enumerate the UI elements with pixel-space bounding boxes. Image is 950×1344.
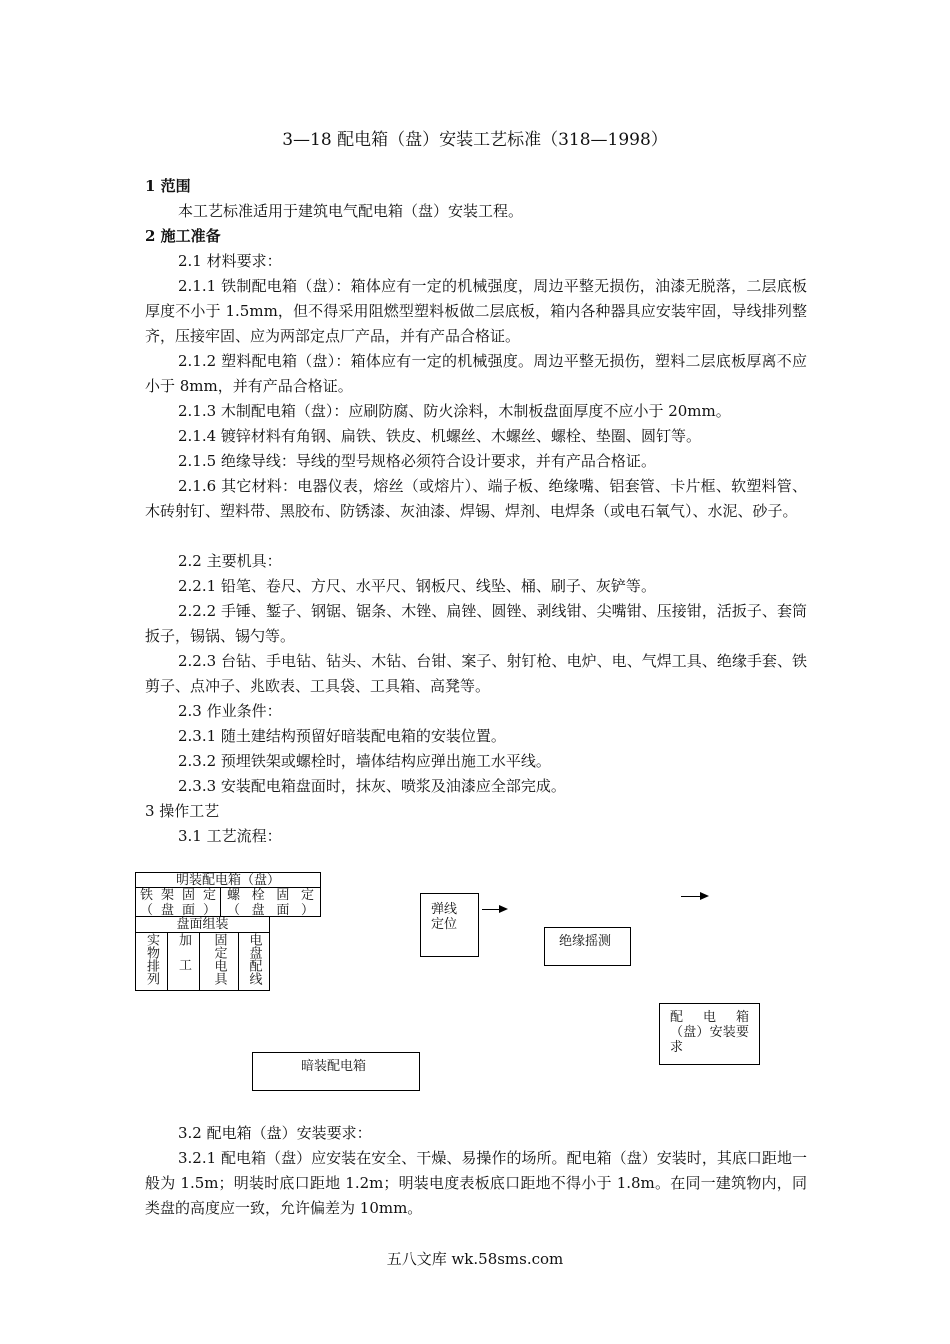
- subsection-2-3: 2.3 作业条件：: [178, 702, 282, 720]
- page-title: 3—18 配电箱（盘）安装工艺标准（318—1998）: [282, 130, 668, 150]
- paragraph-2-2-2: 2.2.2 手锤、錾子、钢锯、锯条、木锉、扁锉、圆锉、剥线钳、尖嘴钳、压接钳，活扳子、套筒扳子，锡锅、锡勺等。: [145, 602, 807, 645]
- col-wiring-text: 电盘配线: [246, 933, 262, 985]
- section-2-heading: 2 施工准备: [145, 227, 221, 245]
- arrow-1: [482, 909, 500, 910]
- insulation-test-box: 绝缘摇测: [544, 927, 631, 966]
- subsection-2-1: 2.1 材料要求：: [178, 252, 282, 270]
- col-fix-cell: [199, 932, 239, 991]
- install-requirement-box: 配 电 箱（盘）安装要求: [659, 1003, 760, 1065]
- col-wiring-cell: [238, 932, 270, 991]
- col-fix-text: 固定电具: [211, 933, 227, 985]
- paragraph-2-1-3: 2.1.3 木制配电箱（盘）：应刷防腐、防火涂料，木制板盘面厚度不应小于 20mm。: [178, 402, 731, 420]
- paragraph-2-3-3: 2.3.3 安装配电箱盘面时，抹灰、喷浆及油漆应全部完成。: [178, 777, 566, 795]
- section-3-heading: 3 操作工艺: [145, 802, 220, 820]
- section-1-heading: 1 范围: [145, 177, 191, 195]
- section-1-text: 本工艺标准适用于建筑电气配电箱（盘）安装工程。: [178, 202, 524, 220]
- col-arrange-cell: [135, 932, 168, 991]
- subsection-3-2: 3.2 配电箱（盘）安装要求：: [178, 1124, 372, 1142]
- arrow-2: [681, 896, 701, 897]
- paragraph-2-1-4: 2.1.4 镀锌材料有角钢、扁铁、铁皮、机螺丝、木螺丝、螺栓、垫圈、圆钉等。: [178, 427, 701, 445]
- concealed-box: 暗装配电箱: [252, 1052, 420, 1091]
- col-process-text: 加工: [176, 933, 191, 983]
- paragraph-2-2-3: 2.2.3 台钻、手电钻、钻头、木钻、台钳、案子、射钉枪、电炉、电、气焊工具、绝缘手套、铁剪子、点冲子、兆欧表、工具袋、工具箱、高凳等。: [145, 652, 807, 695]
- paragraph-2-1-2: 2.1.2 塑料配电箱（盘）：箱体应有一定的机械强度。周边平整无损伤，塑料二层底板厚离不应小于 8mm，并有产品合格证。: [145, 352, 807, 395]
- paragraph-3-2-1: 3.2.1 配电箱（盘）应安装在安全、干燥、易操作的场所。配电箱（盘）安装时，其底口距地一般为 1.5m；明装时底口距地 1.2m；明装电度表板底口距地不得小于 1.8m。在同一建筑物内，同类盘的高度应一致，允许偏差为 10mm。: [145, 1149, 807, 1217]
- col-arrange-text: 实物排列: [144, 933, 159, 985]
- line-marking-box: 弹线定位: [420, 893, 479, 957]
- paragraph-2-2-1: 2.2.1 铅笔、卷尺、方尺、水平尺、钢板尺、线坠、桶、刷子、灰铲等。: [178, 577, 656, 595]
- col-process-cell: [167, 932, 200, 991]
- surface-box-cell: 明装配电箱（盘）: [135, 872, 321, 888]
- paragraph-2-1-5: 2.1.5 绝缘导线：导线的型号规格必须符合设计要求，并有产品合格证。: [178, 452, 656, 470]
- paragraph-2-3-1: 2.3.1 随土建结构预留好暗装配电箱的安装位置。: [178, 727, 506, 745]
- paragraph-2-3-2: 2.3.2 预埋铁架或螺栓时，墙体结构应弹出施工水平线。: [178, 752, 551, 770]
- paragraph-2-1-6: 2.1.6 其它材料：电器仪表，熔丝（或熔片）、端子板、绝缘嘴、铝套管、卡片框、软塑料管、木砖射钉、塑料带、黑胶布、防锈漆、灰油漆、焊锡、焊剂、电焊条（或电石氧气）、水泥、砂子。: [145, 477, 807, 520]
- panel-assembly-cell: 盘面组装: [135, 916, 270, 933]
- subsection-2-2: 2.2 主要机具：: [178, 552, 282, 570]
- paragraph-2-1-1: 2.1.1 铁制配电箱（盘）：箱体应有一定的机械强度，周边平整无损伤，油漆无脱落，二层底板厚度不小于 1.5mm，但不得采用阻燃型塑料板做二层底板，箱内各种器具应安装牢固，导线排列整齐，压接牢固、应为两部定点厂产品，并有产品合格证。: [145, 277, 807, 345]
- footer-watermark: 五八文库 wk.58sms.com: [386, 1250, 564, 1268]
- subsection-3-1: 3.1 工艺流程：: [178, 827, 282, 845]
- bolt-fix-cell: 螺 栓 固 定（盘面）: [220, 887, 321, 917]
- iron-frame-cell: 铁架固定（盘面）: [135, 887, 221, 917]
